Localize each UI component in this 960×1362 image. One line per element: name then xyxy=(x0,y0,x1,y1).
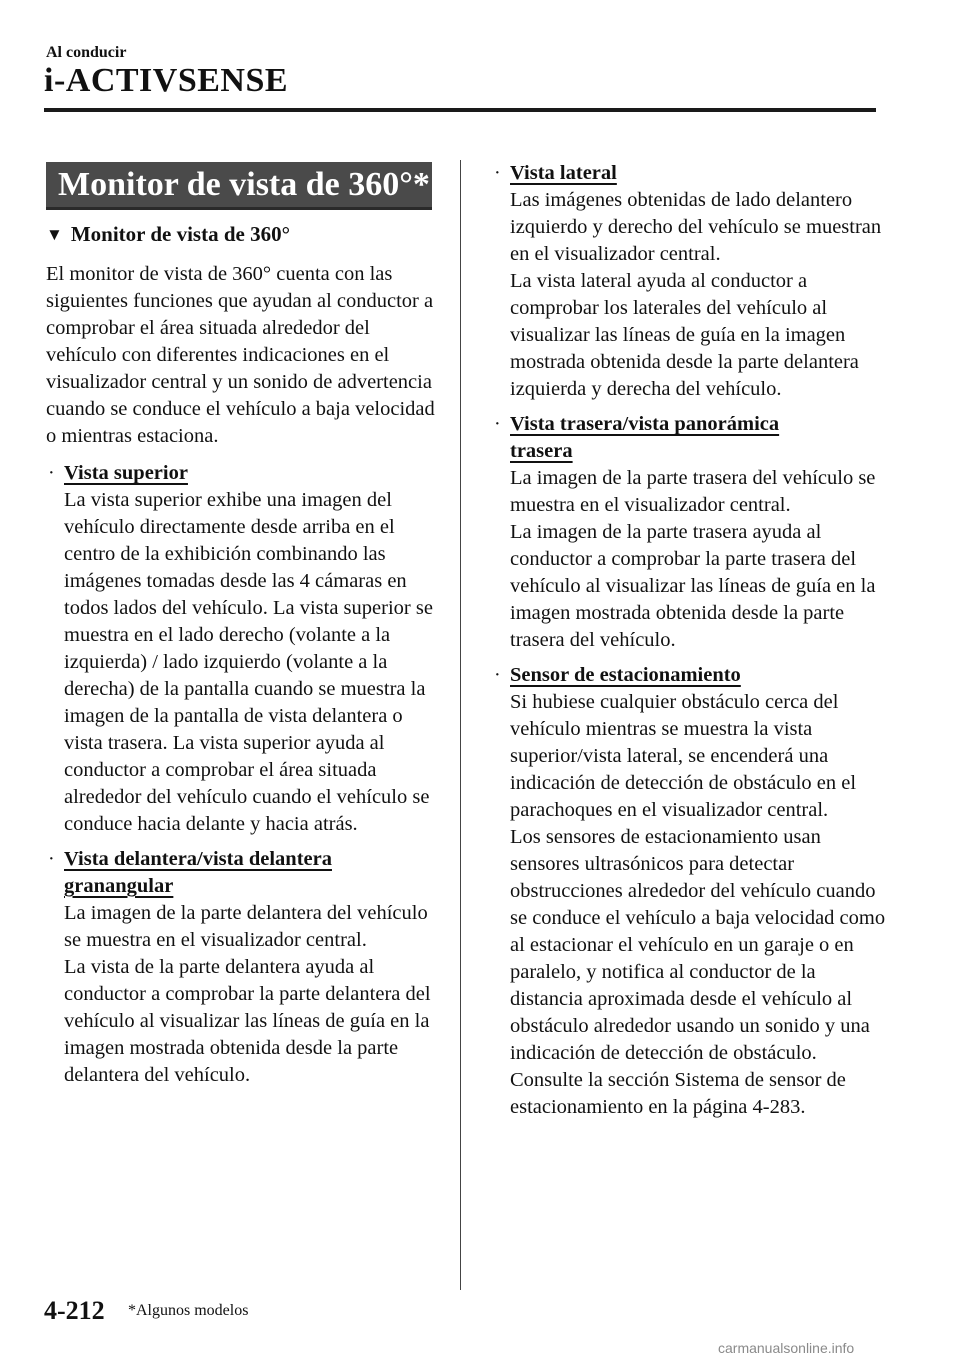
item-body-cross-reference: Consulte la sección Sistema de sensor de estacionamiento en la página 4-283. xyxy=(510,1069,846,1118)
list-item-vista-superior xyxy=(46,460,436,838)
bullet-icon: · xyxy=(48,462,55,484)
right-column xyxy=(492,160,892,1121)
list-item-vista-lateral xyxy=(492,160,892,403)
subheading xyxy=(46,222,436,247)
column-divider xyxy=(460,160,461,1290)
item-title-line2: granangular xyxy=(64,875,174,897)
bullet-icon: · xyxy=(494,413,501,435)
intro-paragraph: El monitor de vista de 360° cuenta con las siguientes funciones que ayudan al conductor a comprobar el área situada alrededor del vehículo con diferentes indicaciones en el visualizador central y un sonido de advertencia cuando se conduce el vehículo a baja velocidad o mientras estaciona. xyxy=(46,263,435,447)
item-title-line1: Vista trasera/vista panorámica xyxy=(510,413,780,435)
bullet-icon: · xyxy=(48,848,55,870)
list-item-sensor-estacionamiento xyxy=(492,662,892,1121)
item-body: La vista superior exhibe una imagen del vehículo directamente desde arriba en el centro de la exhibición combinando las imágenes tomadas desde las 4 cámaras en todos lados del vehículo. La vista superior se muestra en el lado derecho (volante a la izquierda) / lado izquierdo (volante a la derecha) de la pantalla cuando se muestra la imagen de la pantalla de vista delantera o vista trasera. La vista superior ayuda al conductor a comprobar el área situada alrededor del vehículo cuando el vehículo se conduce hacia delante y hacia atrás. xyxy=(64,489,433,835)
item-body: La vista de la parte delantera ayuda al conductor a comprobar la parte delantera del vehículo al visualizar las líneas de guía en la imagen mostrada obtenida desde la parte delantera del vehículo. xyxy=(64,956,431,1086)
section-label: Al conducir xyxy=(46,44,127,61)
left-column xyxy=(46,162,436,1089)
page-number: 4-212 xyxy=(44,1296,105,1325)
item-title-line1: Vista delantera/vista delantera xyxy=(64,848,332,870)
bullet-icon: · xyxy=(494,664,501,686)
item-body: Las imágenes obtenidas de lado delantero izquierdo y derecho del vehículo se muestran en el visualizador central. xyxy=(510,189,882,265)
list-item-vista-delantera xyxy=(46,846,436,1089)
item-body: La vista lateral ayuda al conductor a comprobar los laterales del vehículo al visualizar las líneas de guía en la imagen mostrada obtenida desde la parte delantera izquierda y derecha del vehículo. xyxy=(510,270,859,400)
item-title-line2: trasera xyxy=(510,440,573,462)
watermark: carmanualsonline.info xyxy=(718,1340,855,1356)
chapter-title: i-ACTIVSENSE xyxy=(44,62,289,99)
section-banner xyxy=(46,162,432,210)
triangle-down-icon: ▼ xyxy=(46,224,63,244)
item-body: Si hubiese cualquier obstáculo cerca del vehículo mientras se muestra la vista superior/vista lateral, se encenderá una indicación de detección de obstáculo en el parachoques en el visualizador central. xyxy=(510,691,857,821)
list-item-vista-trasera xyxy=(492,411,892,654)
header-rule xyxy=(44,108,876,112)
item-body: La imagen de la parte delantera del vehículo se muestra en el visualizador central. xyxy=(64,902,428,951)
item-title: Vista superior xyxy=(64,462,188,484)
subheading-text: Monitor de vista de 360° xyxy=(70,222,290,246)
footnote: *Algunos modelos xyxy=(128,1302,249,1319)
banner-title: Monitor de vista de 360°* xyxy=(58,165,430,203)
item-title: Vista lateral xyxy=(510,162,617,184)
item-body: La imagen de la parte trasera ayuda al conductor a comprobar la parte trasera del vehículo al visualizar las líneas de guía en la imagen mostrada obtenida desde la parte trasera del vehículo. xyxy=(510,521,876,651)
item-title: Sensor de estacionamiento xyxy=(510,664,741,686)
bullet-icon: · xyxy=(494,162,501,184)
item-body: La imagen de la parte trasera del vehículo se muestra en el visualizador central. xyxy=(510,467,876,516)
item-body: Los sensores de estacionamiento usan sensores ultrasónicos para detectar obstrucciones alrededor del vehículo cuando se conduce el vehículo a baja velocidad como al estacionar el vehículo en un garaje o en paralelo, y notifica al conductor de la distancia aproximada desde el vehículo al obstáculo alrededor usando un sonido y una indicación de detección de obstáculo. xyxy=(510,826,886,1064)
